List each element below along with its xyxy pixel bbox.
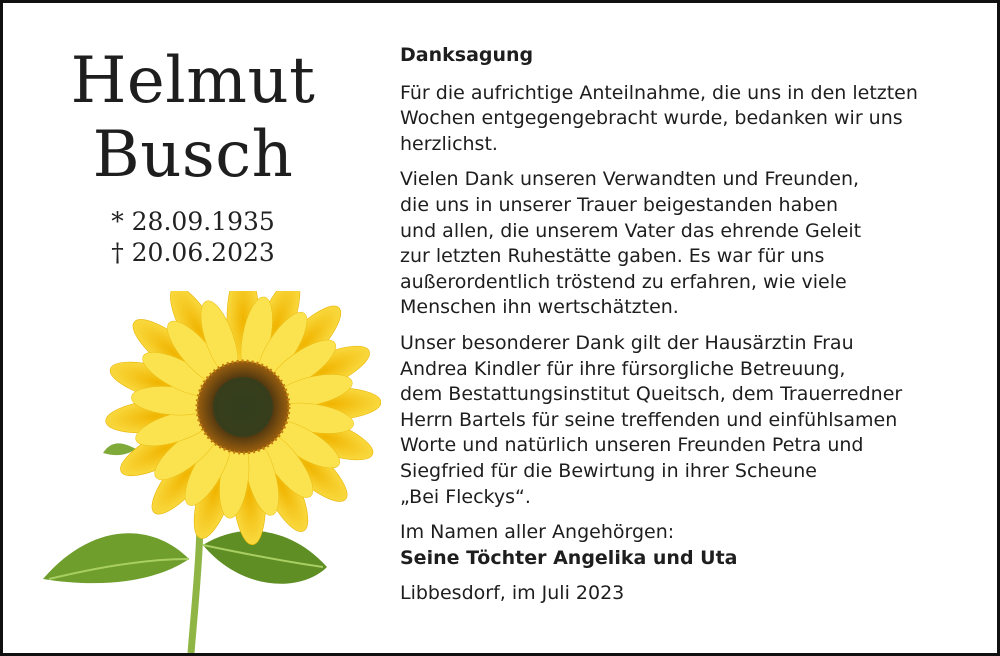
place-date	[400, 581, 980, 607]
notice-text	[400, 43, 980, 607]
paragraph-thanks	[400, 81, 980, 158]
text-line: Wochen entgegengebracht wurde, bedanken wir uns	[400, 107, 903, 130]
text-line: herzlichst.	[400, 132, 498, 155]
text-line: außerordentlich tröstend zu erfahren, wie viele	[400, 270, 847, 293]
signoff-names: Seine Töchter Angelika und Uta	[400, 546, 738, 569]
sunflower-icon	[31, 291, 381, 653]
text-line: Worte und natürlich unseren Freunden Petra und	[400, 434, 864, 457]
place-date-text: Libbesdorf, im Juli 2023	[400, 582, 625, 605]
text-line: Herrn Bartels für seine treffenden und einfühlsamen	[400, 408, 898, 431]
birth-date: * 28.09.1935	[111, 207, 275, 236]
text-line: Vielen Dank unseren Verwandten und Freunden,	[400, 168, 860, 191]
first-name: Helmut	[70, 44, 316, 118]
text-line: die uns in unserer Trauer beigestanden haben	[400, 193, 839, 216]
text-line: zur letzten Ruhestätte gaben. Es war für uns	[400, 245, 825, 268]
text-line: Siegfried für die Bewirtung in ihrer Scheune	[400, 459, 817, 482]
signoff	[400, 520, 980, 571]
text-line: „Bei Fleckys“.	[400, 485, 531, 508]
text-line: Unser besonderer Dank gilt der Hausärztin Frau	[400, 331, 854, 354]
text-line: Menschen ihn wertschätzten.	[400, 296, 679, 319]
signoff-intro: Im Namen aller Angehörgen:	[400, 521, 675, 544]
paragraph-family	[400, 167, 980, 321]
paragraph-special-thanks	[400, 331, 980, 510]
last-name: Busch	[92, 118, 294, 192]
notice-heading: Danksagung	[400, 44, 534, 66]
text-line: dem Bestattungsinstitut Queitsch, dem Trauerredner	[400, 383, 903, 406]
text-line: Für die aufrichtige Anteilnahme, die uns in den letzten	[400, 81, 918, 104]
text-line: und allen, die unserem Vater das ehrende Geleit	[400, 219, 862, 242]
death-date: † 20.06.2023	[111, 238, 275, 267]
text-line: Andrea Kindler für ihre fürsorgliche Betreuung,	[400, 357, 846, 380]
